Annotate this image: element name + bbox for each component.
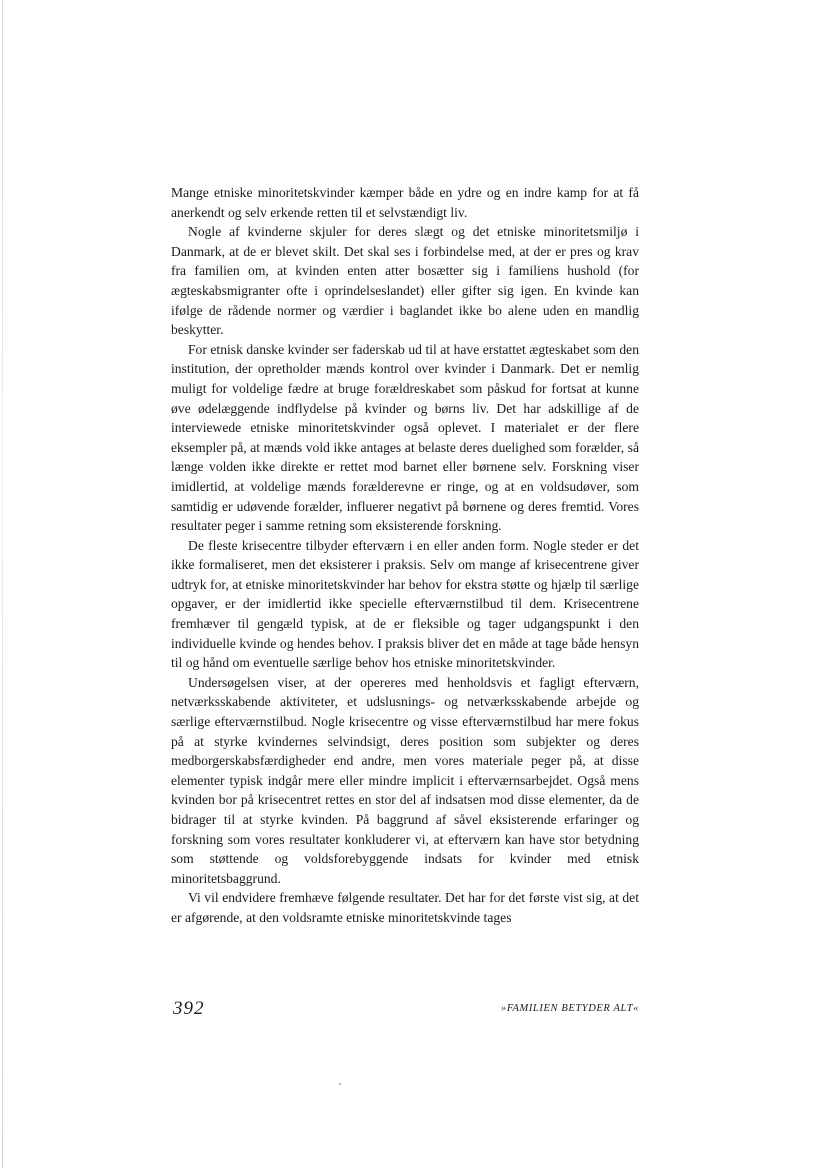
- body-text: [171, 183, 639, 928]
- scan-speck: [339, 1083, 341, 1085]
- scan-edge-line: [2, 0, 3, 1168]
- paragraph-5: Undersøgelsen viser, at der opereres med henholdsvis et fagligt efterværn, netværksskabende aktiviteter, et udslusnings- og netværksskabende arbejde og særlige efterværnstilbud. Nogle krisecentre og visse efterværnstilbud har mere fokus på at styrke kvindernes selvindsigt, deres position som subjekter og deres medborgerskabsfærdigheder end andre, men vores materiale peger på, at disse elementer typisk indgår mere eller mindre implicit i efterværnsarbejdet. Også mens kvinden bor på krisecentret rettes en stor del af indsatsen mod disse elementer, da de bidrager til at styrke kvinden. På baggrund af såvel eksisterende erfaringer og forskning som vores resultater konkluderer vi, at efterværn kan have stor betydning som støttende og voldsforebyggende indsats for kvinder med etnisk minoritetsbaggrund.: [171, 674, 639, 886]
- running-head: »FAMILIEN BETYDER ALT«: [500, 1003, 639, 1014]
- paragraph-1: Mange etniske minoritetskvinder kæmper både en ydre og en indre kamp for at få anerkendt og selv erkende retten til et selvstændigt liv.: [171, 185, 639, 220]
- paragraph-3: For etnisk danske kvinder ser faderskab ud til at have erstattet ægteskabet som den institution, der opretholder mænds kontrol over kvinder i Danmark. Det er nemlig muligt for voldelige fædre at bruge forældreskabet som påskud for fortsat at kunne øve ødelæggende indflydelse på kvinder og børns liv. Det har adskillige af de interviewede etniske minoritetskvinder også oplevet. I materialet er der flere eksempler på, at mænds vold ikke antages at belaste deres duelighed som forælder, så længe volden ikke direkte er rettet mod barnet eller børnene selv. Forskning viser imidlertid, at voldelige mænds forælderevne er ringe, og at en voldsudøver, som samtidig er udøvende forælder, influerer negativt på børnene og deres fremtid. Vores resultater peger i samme retning som eksisterende forskning.: [171, 341, 639, 534]
- paragraph-2: Nogle af kvinderne skjuler for deres slægt og det etniske minoritetsmiljø i Danmark, at de er blevet skilt. Det skal ses i forbindelse med, at der er pres og krav fra familien om, at kvinden enten atter bosætter sig i familiens hushold (for ægteskabsmigranter ofte i oprindelseslandet) eller gifter sig igen. En kvinde kan ifølge de rådende normer og værdier i baglandet ikke bo alene uden en mandlig beskytter.: [171, 224, 639, 338]
- paragraph-6: Vi vil endvidere fremhæve følgende resultater. Det har for det første vist sig, at det er afgørende, at den voldsramte etniske minoritetskvinde tages: [171, 890, 639, 925]
- page-footer: [171, 998, 639, 1020]
- page-number: 392: [173, 998, 205, 1019]
- paragraph-4: De fleste krisecentre tilbyder efterværn i en eller anden form. Nogle steder er det ikke formaliseret, men det eksisterer i praksis. Selv om mange af krisecentrene giver udtryk for, at etniske minoritetskvinder har behov for ekstra støtte og hjælp til særlige opgaver, er der imidlertid ikke specielle efterværnstilbud til dem. Krisecentrene fremhæver til gengæld typisk, at de er fleksible og tager udgangspunkt i den individuelle kvinde og hendes behov. I praksis bliver det en måde at tage både hensyn til og hånd om eventuelle særlige behov hos etniske minoritetskvinder.: [171, 537, 639, 671]
